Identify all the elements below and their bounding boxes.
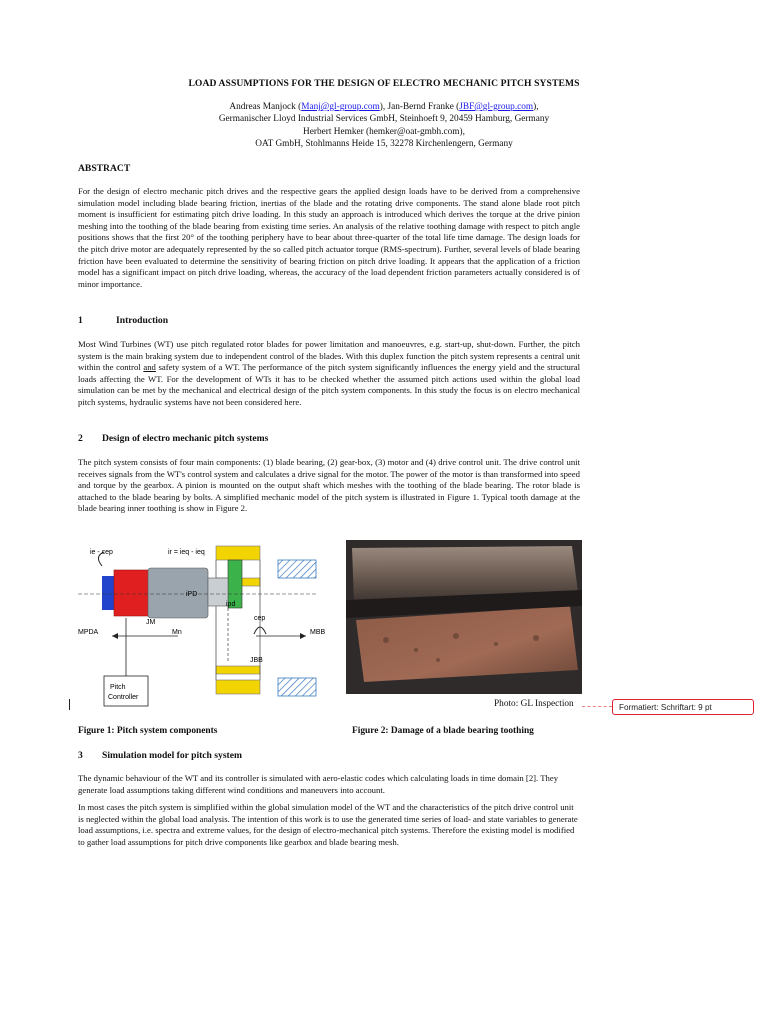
bearing-outer-bottom [278, 678, 316, 696]
affiliation-gl: Germanischer Lloyd Industrial Services GmbH, Steinhoeft 9, 20459 Hamburg, Germany [218, 114, 550, 125]
controller-box [104, 676, 148, 706]
format-comment-balloon[interactable]: Formatiert: Schriftart: 9 pt [612, 699, 754, 715]
section-3-text-b: In most cases the pitch system is simplified within the global simulation model of the WT and the characteristics of the pitch drive control unit is neglected within the global load analysis. The intention of this work is to use the generated time series of load- and state variables to generate load assumptions, i.e. spectra and extreme values, for the design of electro-mechanical pitch systems. Therefore the existing model is modified to gather load assumptions for pitch drive components like gearbox and blade bearing mesh. [78, 802, 578, 847]
abstract-heading: ABSTRACT [78, 163, 131, 174]
section-1-text [78, 339, 580, 409]
label-controller: Controller [108, 694, 139, 701]
section-number: 2 [78, 433, 83, 444]
label-mn: Mn [172, 629, 182, 636]
gearbox-flange [208, 578, 228, 606]
section-title: Design of electro mechanic pitch systems [102, 433, 269, 444]
abstract-text: For the design of electro mechanic pitch drives and the respective gears the applied design loads have to be derived from a comprehensive simulation model including blade bearing friction, inertias of the blade and the rotating drive components. The stand alone blade root pitch moment is insufficient for estimating pitch drive loading. In this study an approach is introduced which derives the torque at the drive pinion meshing into the toothing of the blade bearing from existing time series. An analysis of the relative toothing damage with respect to pitch angle positions shows that the first 20° of the toothing periphery have to bear about three-quarter of the total life time damage. The design loads for the pitch drive motor are adequately represented by the so called pitch actuator torque (RMS-spectrum). Further, several levels of blade bearing friction have been evaluated to determine the sensitivity of bearing friction on pitch drive loading. It appears that the application of a friction model has a significant impact on pitch drive loading, whereas, the accuracy of the load dependent friction parameters actually considered is of minor importance. [78, 186, 580, 289]
text-span: safety system of a WT. The performance of the pitch system significantly influences the energy yield and the structural loads affecting the WT. For the development of WTs it has to be checked whether the assumed pitch actions used within the global load simulation can be met by the mechanical and electrical design of the pitch system components. In this study the focus is on electro mechanical pitch systems, hydraulic systems have not been considered here. [78, 362, 580, 407]
label-ipd-small: ipd [226, 601, 236, 608]
label-jm: JM [146, 619, 156, 626]
label-ie-cep: ie - cep [90, 549, 113, 556]
bearing-ring-top [216, 546, 260, 560]
section-3-text-a: The dynamic behaviour of the WT and its controller is simulated with aero-elastic codes which calculating loads in time domain [2]. They generate load assumptions taking different wind conditions and maneuvers into account. [78, 773, 559, 795]
label-pitch: Pitch [110, 684, 126, 691]
author-line-3: Herbert Hemker (hemker@oat-gmbh.com), [303, 126, 465, 137]
paper-title: LOAD ASSUMPTIONS FOR THE DESIGN OF ELECTRO MECHANIC PITCH SYSTEMS [188, 78, 580, 89]
bearing-outer-top [278, 560, 316, 578]
underlined-word: and [143, 362, 156, 373]
email-link-manj[interactable]: Manj@gl-group.com [301, 102, 380, 112]
email-link-jbf[interactable]: JBF@gl-group.com [459, 102, 534, 112]
author-line-end: ), [533, 102, 539, 112]
label-jbb: JBB [250, 657, 263, 664]
section-title: Introduction [116, 315, 169, 326]
label-ipd: iPD [186, 591, 198, 598]
bearing-ring-bottom [216, 680, 260, 694]
affiliation-oat: OAT GmbH, Stohlmanns Heide 15, 32278 Kirchenlengern, Germany [255, 139, 513, 150]
motor [114, 570, 150, 616]
author-name-2: ), Jan-Bernd Franke ( [379, 102, 460, 112]
author-block [0, 101, 768, 151]
label-mpda: MPDA [78, 629, 99, 636]
section-title: Simulation model for pitch system [102, 750, 242, 761]
author-name-1: Andreas Manjock ( [229, 102, 302, 112]
figure-1-caption: Figure 1: Pitch system components [78, 726, 218, 736]
label-cep: cep [254, 615, 266, 622]
text-span: Most Wind Turbines (WT) use pitch regulated rotor blades for power limitation and manoeuvres, e.g. start-up, shut-down. Further, the pitch system is the main braking system due to independent control of the blades. With this duplex function the pitch system represents a central unit within the control [78, 339, 580, 373]
section-number: 3 [78, 750, 83, 761]
author-line-1 [0, 101, 768, 113]
figure-2-photo [346, 540, 582, 694]
text-cursor [69, 699, 70, 710]
figure-1-diagram [78, 538, 326, 710]
section-number: 1 [78, 315, 83, 326]
bearing-ring-low [216, 666, 260, 674]
gearbox [148, 568, 208, 618]
label-ir-eq: ir = ieq - ieq [168, 549, 205, 556]
section-1-heading [78, 315, 168, 326]
figure-2-caption: Figure 2: Damage of a blade bearing toothing [352, 726, 534, 736]
label-mbb: MBB [310, 629, 326, 636]
section-2-heading [78, 433, 268, 444]
comment-connector [582, 706, 612, 707]
section-2-text: The pitch system consists of four main components: (1) blade bearing, (2) gear-box, (3) motor and (4) drive control unit. The drive control unit receives signals from the WT's control system and calculates a drive signal for the motor. The power of the motor is than transformed into speed and torque by the gearbox. A pinion is mounted on the output shaft which meshes with the toothing of the blade bearing. The rotor blade is attached to the blade bearing by bolts. A simplified mechanic model of the pitch system is illustrated in Figure 1. Typical tooth damage at the blade bearing inner toothing is show in Figure 2. [78, 457, 580, 514]
section-3-heading [78, 750, 242, 761]
photo-credit: Photo: GL Inspection [494, 699, 574, 709]
